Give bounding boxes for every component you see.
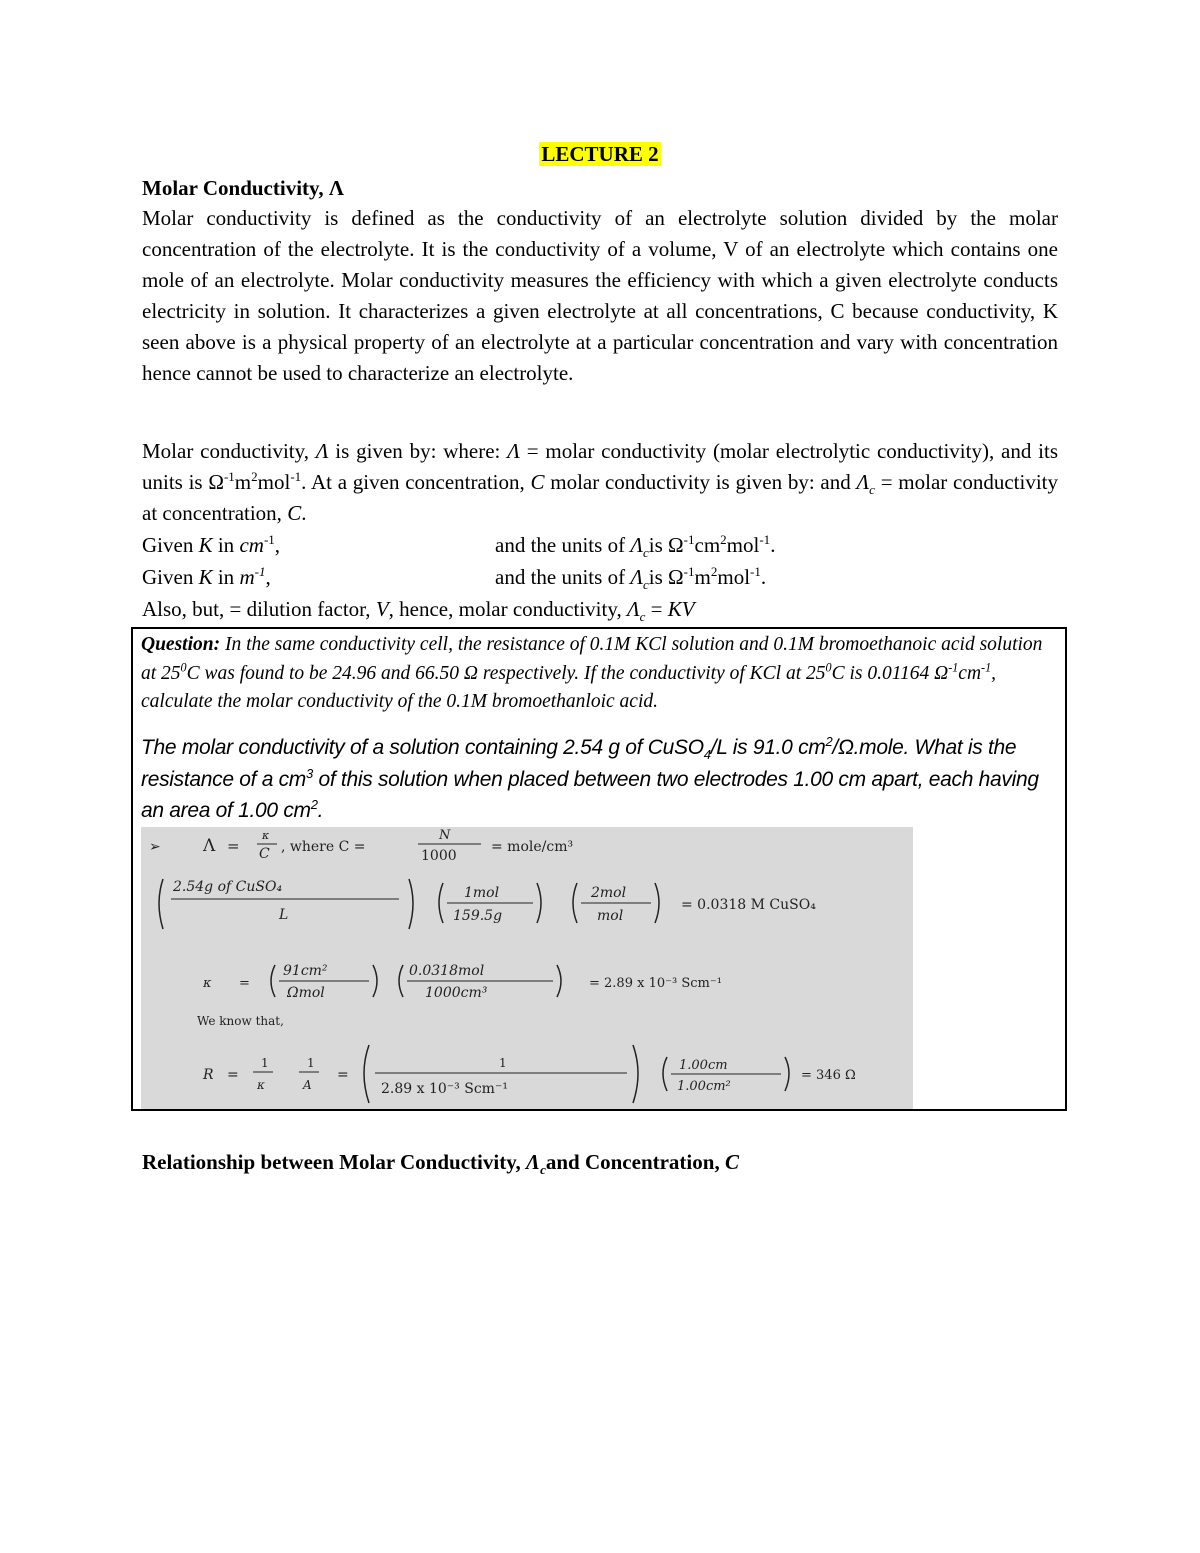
solution-equations — [141, 827, 913, 1109]
question-2: The molar conductivity of a solution containing 2.54 g of CuSO$_4$/L is 91.0 $cm^2/\Omega.mole$. What is the resistance of a $cm^3$ of this solution when placed between two electrodes 1.00 cm apart, each having an area of 1.00 $cm^2$. — [141, 734, 1039, 822]
svg-text:We know that,: We know that, — [197, 1014, 284, 1028]
svg-text:1000: 1000 — [421, 848, 457, 864]
definition-paragraph: Molar conductivity is defined as the conductivity of an electrolyte solution divided by the molar concentration of the electrolyte. It is the conductivity of a volume, V of an electrolyte which contains one mole of an electrolyte. Molar conductivity measures the efficiency with which a given electrolyte conducts electricity in solution. It characterizes a given electrolyte at all concentrations, C because conductivity, K seen above is a physical property of an electrolyte at a particular concentration and vary with concentration hence cannot be used to characterize an electrolyte. — [142, 206, 1058, 385]
arrow-bullet-icon: ➢ — [149, 839, 161, 855]
given-by-paragraph: Molar conductivity, Λ is given by: where: Λ = molar conductivity (molar electrolytic conductivity), and its units is $\Omega^{-1}m^2mol^{-1}$. At a given concentration, C molar conductivity is given by: and $\Lambda_c$ = molar conductivity at concentration, C. — [142, 439, 1058, 525]
svg-text:=: = — [227, 837, 240, 855]
svg-text:L: L — [279, 907, 289, 923]
units-m-line: Given K in $m^{-1}$, and the units of $\Lambda_cis$ $\Omega^{-1}m^2mol^{-1}$. — [142, 564, 767, 593]
svg-text:Λ: Λ — [203, 836, 216, 856]
svg-text:κ: κ — [203, 976, 212, 991]
svg-text:2mol: 2mol — [591, 885, 627, 901]
dilution-line: Also, but, = dilution factor, V, hence, molar conductivity, $\Lambda_c$ = KV — [142, 597, 695, 625]
svg-text:=: = — [239, 976, 250, 991]
svg-text:N: N — [439, 828, 451, 843]
units-cm-line: Given K in $cm^{-1}$, and the units of $\Lambda_cis$ $\Omega^{-1}cm^2mol^{-1}$. — [142, 532, 776, 561]
solution-image — [141, 827, 913, 1109]
svg-text:=: = — [337, 1067, 349, 1083]
question-1: Question: In the same conductivity cell, the resistance of 0.1M KCl solution and 0.1M bromoethanoic acid solution at $25^0C$ was found to be 24.96 and 66.50 Ω respectively. If the conductivity of KCl at $25^0C$ is 0.01164 $\Omega^{-1}cm^{-1}$, calculate the molar conductivity of the 0.1M bromoethanloic acid. — [141, 634, 1043, 712]
svg-text:, where C =: , where C = — [281, 839, 366, 855]
svg-text:1: 1 — [307, 1056, 315, 1070]
svg-text:=: = — [227, 1067, 239, 1083]
svg-text:A: A — [303, 1078, 312, 1092]
svg-text:= mole/cm³: = mole/cm³ — [491, 839, 574, 855]
relationship-heading: Relationship between Molar Conductivity, $\Lambda_cand$ Concentration, C — [142, 1150, 739, 1178]
svg-text:1: 1 — [499, 1056, 507, 1070]
svg-text:1.00cm²: 1.00cm² — [677, 1079, 731, 1094]
svg-text:Ωmol: Ωmol — [287, 985, 325, 1001]
svg-text:2.54g of CuSO₄: 2.54g of CuSO₄ — [173, 879, 283, 895]
svg-text:91cm²: 91cm² — [283, 963, 328, 979]
svg-text:1mol: 1mol — [464, 885, 500, 901]
svg-text:= 0.0318 M CuSO₄: = 0.0318 M CuSO₄ — [681, 897, 816, 913]
svg-text:C: C — [259, 846, 270, 862]
svg-text:= 346 Ω: = 346 Ω — [801, 1068, 856, 1083]
svg-text:2.89 x 10⁻³ Scm⁻¹: 2.89 x 10⁻³ Scm⁻¹ — [381, 1081, 508, 1097]
svg-text:1000cm³: 1000cm³ — [425, 985, 488, 1001]
lecture-title: LECTURE 2 — [541, 142, 659, 166]
svg-text:R: R — [203, 1067, 214, 1083]
svg-text:κ: κ — [262, 829, 270, 842]
svg-text:1.00cm: 1.00cm — [679, 1058, 728, 1073]
svg-text:= 2.89 x 10⁻³ Scm⁻¹: = 2.89 x 10⁻³ Scm⁻¹ — [589, 976, 722, 991]
svg-text:1: 1 — [261, 1056, 269, 1070]
svg-text:mol: mol — [597, 908, 624, 924]
molar-conductivity-heading: Molar Conductivity, Λ — [142, 176, 344, 200]
svg-text:159.5g: 159.5g — [453, 908, 503, 924]
svg-text:0.0318mol: 0.0318mol — [409, 963, 485, 979]
svg-text:κ: κ — [257, 1078, 265, 1092]
